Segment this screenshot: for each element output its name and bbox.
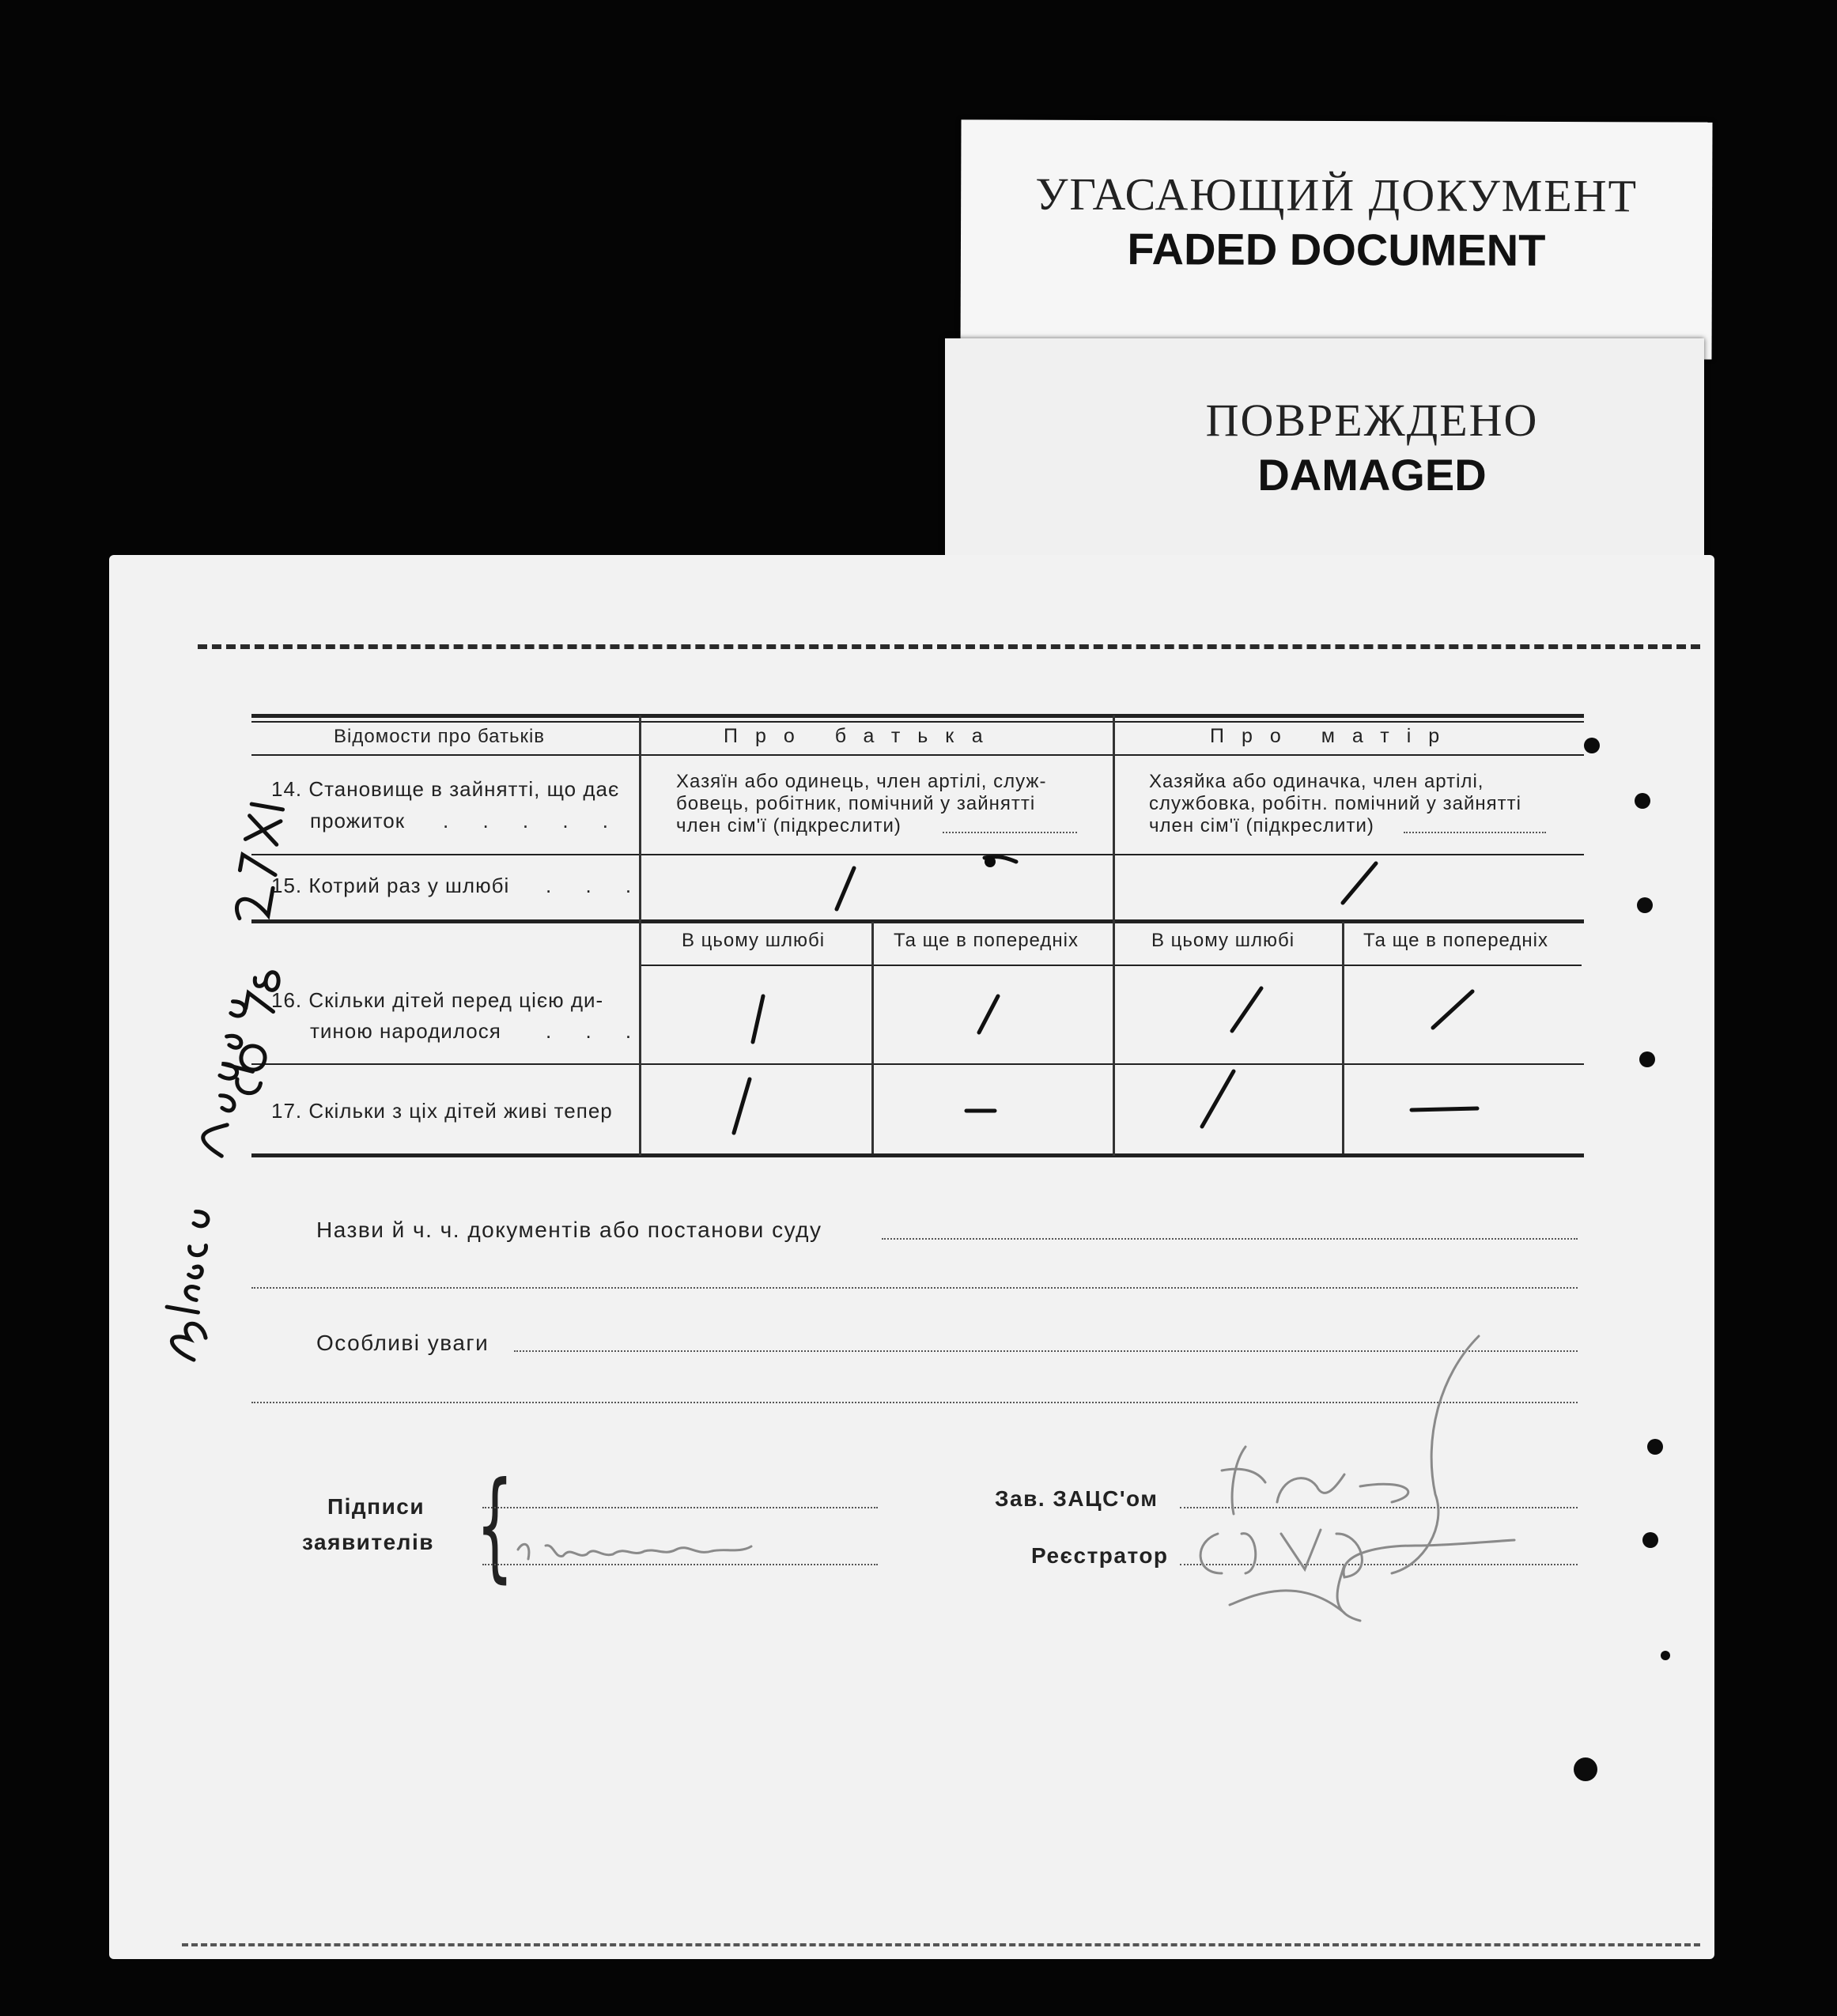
- row15-label: 15. Котрий раз у шлюбі: [271, 874, 510, 897]
- row14-label-1: 14. Становище в зайнятті, що дає: [271, 777, 620, 801]
- row14-mother-3: член сім'ї (підкреслити): [1149, 815, 1374, 836]
- header-mother: Про матір: [1210, 725, 1457, 747]
- punch-hole-7: [1574, 1757, 1597, 1781]
- punch-hole-6: [1642, 1532, 1658, 1548]
- ink-blot: [985, 856, 996, 867]
- row14-mother-2: службовка, робітн. помічний у зайнятті: [1149, 793, 1521, 814]
- sub-mother-this: В цьому шлюбі: [1151, 930, 1295, 951]
- row15-dots: . . .: [546, 874, 646, 897]
- head-label: Зав. ЗАЦС'ом: [995, 1486, 1159, 1511]
- sub-mother-previous: Та ще в попередніх: [1363, 930, 1548, 951]
- punch-hole-2: [1635, 793, 1650, 809]
- registrar-label: Реєстратор: [1031, 1543, 1169, 1568]
- sub-father-previous: Та ще в попередніх: [894, 930, 1079, 951]
- damaged-label-en: DAMAGED: [1257, 450, 1487, 500]
- speck-1: [1661, 1651, 1670, 1660]
- punch-hole-5: [1647, 1439, 1663, 1455]
- row14-dots: . . . . .: [443, 809, 623, 832]
- row16-label-2: тиною народилося: [310, 1019, 501, 1043]
- row14-father-3: член сім'ї (підкреслити): [676, 815, 901, 836]
- damaged-label-ru: ПОВРЕЖДЕНО: [1205, 395, 1539, 446]
- row16-label-1: 16. Скільки дітей перед цією ди-: [271, 988, 604, 1012]
- remarks-label: Особливі уваги: [316, 1331, 489, 1355]
- row14-father-1: Хазяїн або одинець, член артілі, служ-: [676, 771, 1047, 792]
- row14-father-2: бовець, робітник, помічний у зайнятті: [676, 793, 1036, 814]
- faded-label-en: FADED DOCUMENT: [1127, 224, 1546, 275]
- punch-hole-4: [1639, 1051, 1655, 1067]
- row16-dots: . . .: [546, 1019, 646, 1043]
- row14-mother-1: Хазяйка або одиначка, член артілі,: [1149, 771, 1484, 792]
- faded-label-ru: УГАСАЮЩИЙ ДОКУМЕНТ: [1035, 168, 1639, 222]
- punch-hole-3: [1637, 897, 1653, 913]
- sub-father-this: В цьому шлюбі: [682, 930, 826, 951]
- documents-label: Назви й ч. ч. документів або постанови суду: [316, 1218, 822, 1242]
- header-father: Про батька: [724, 725, 1000, 747]
- signatures-label-1: Підписи: [327, 1494, 425, 1519]
- signatures-label-2: заявителів: [302, 1530, 434, 1554]
- punch-hole-1: [1584, 738, 1600, 753]
- signatures-brace: {: [475, 1457, 514, 1595]
- header-parents-info: Відомости про батьків: [334, 726, 546, 747]
- row17-label: 17. Скільки з ціх дітей живі тепер: [271, 1099, 613, 1123]
- row14-label-2: прожиток: [310, 809, 406, 832]
